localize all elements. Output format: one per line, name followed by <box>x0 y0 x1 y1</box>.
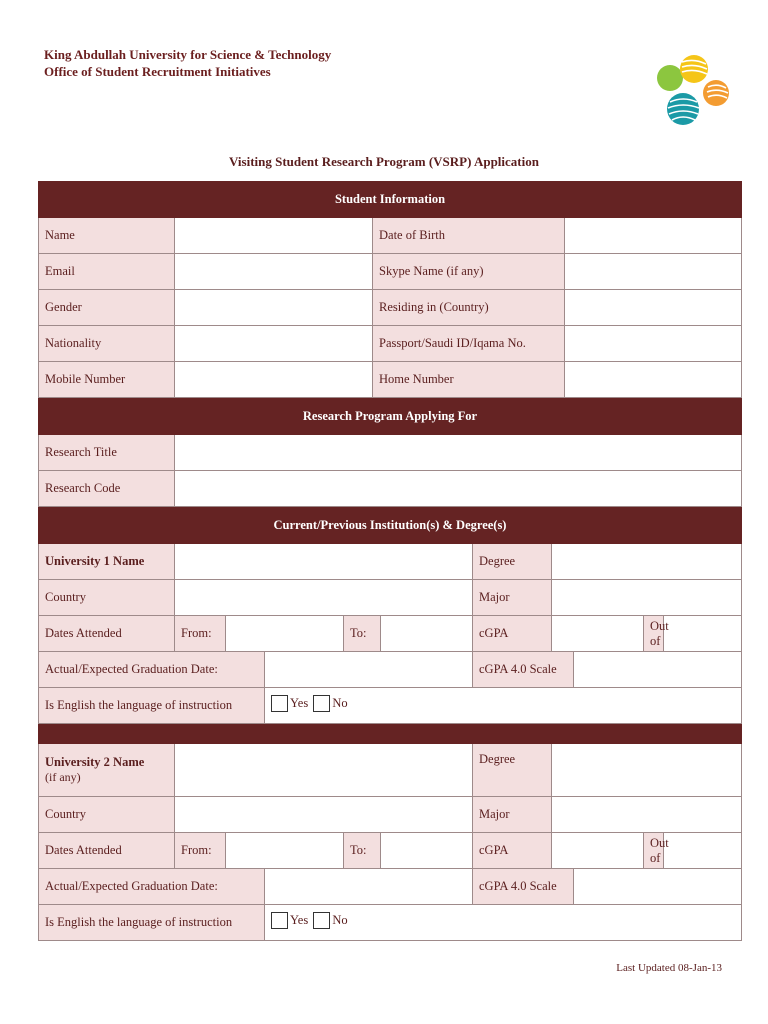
uni1-english-label: Is English the language of instruction <box>39 688 265 724</box>
uni2-grad-field[interactable] <box>265 869 473 905</box>
uni1-major-field[interactable] <box>552 580 742 616</box>
uni2-from-field[interactable] <box>226 833 344 869</box>
research-code-field[interactable] <box>175 471 742 507</box>
uni2-name-sub: (if any) <box>45 770 81 784</box>
office-name: Office of Student Recruitment Initiatives <box>44 64 271 79</box>
kaust-logo-icon <box>652 52 736 132</box>
uni2-cgpa-label: cGPA <box>473 833 552 869</box>
residing-field[interactable] <box>565 290 742 326</box>
nationality-label: Nationality <box>39 326 175 362</box>
uni1-no-checkbox[interactable] <box>313 695 330 712</box>
uni2-dates-label: Dates Attended <box>39 833 175 869</box>
uni2-no-checkbox[interactable] <box>313 912 330 929</box>
uni1-cgpa-label: cGPA <box>473 616 552 652</box>
research-title-field[interactable] <box>175 435 742 471</box>
uni2-major-field[interactable] <box>552 797 742 833</box>
uni1-grad-field[interactable] <box>265 652 473 688</box>
uni2-name-title: University 2 Name <box>45 755 145 769</box>
uni2-grad-label: Actual/Expected Graduation Date: <box>39 869 265 905</box>
section-student-information: Student Information <box>39 182 742 218</box>
uni2-out-of-field[interactable] <box>664 833 742 869</box>
dob-field[interactable] <box>565 218 742 254</box>
uni2-from-label: From: <box>175 833 226 869</box>
uni2-country-label: Country <box>39 797 175 833</box>
uni1-degree-field[interactable] <box>552 544 742 580</box>
uni1-country-label: Country <box>39 580 175 616</box>
mobile-field[interactable] <box>175 362 373 398</box>
org-header <box>44 46 331 80</box>
uni1-no-label: No <box>332 696 348 710</box>
institutions-table <box>38 507 742 941</box>
uni1-degree-label: Degree <box>473 544 552 580</box>
document-title: Visiting Student Research Program (VSRP) Application <box>229 154 539 169</box>
uni1-dates-label: Dates Attended <box>39 616 175 652</box>
uni2-country-field[interactable] <box>175 797 473 833</box>
email-field[interactable] <box>175 254 373 290</box>
student-info-table <box>38 181 742 398</box>
research-code-label: Research Code <box>39 471 175 507</box>
uni1-out-of-label: Out of <box>644 616 664 652</box>
uni1-cgpa-scale-label: cGPA 4.0 Scale <box>473 652 574 688</box>
name-label: Name <box>39 218 175 254</box>
uni1-to-field[interactable] <box>381 616 473 652</box>
gender-label: Gender <box>39 290 175 326</box>
uni2-name-label <box>39 744 175 797</box>
section-research-program: Research Program Applying For <box>39 399 742 435</box>
uni1-grad-label: Actual/Expected Graduation Date: <box>39 652 265 688</box>
residing-label: Residing in (Country) <box>373 290 565 326</box>
last-updated: Last Updated 08-Jan-13 <box>616 962 722 974</box>
section-divider <box>39 724 742 744</box>
gender-field[interactable] <box>175 290 373 326</box>
dob-label: Date of Birth <box>373 218 565 254</box>
home-number-field[interactable] <box>565 362 742 398</box>
passport-field[interactable] <box>565 326 742 362</box>
uni2-english-label: Is English the language of instruction <box>39 905 265 941</box>
application-form <box>38 181 741 941</box>
email-label: Email <box>39 254 175 290</box>
mobile-label: Mobile Number <box>39 362 175 398</box>
uni1-major-label: Major <box>473 580 552 616</box>
uni1-name-label: University 1 Name <box>39 544 175 580</box>
uni2-degree-field[interactable] <box>552 744 742 797</box>
name-field[interactable] <box>175 218 373 254</box>
passport-label: Passport/Saudi ID/Iqama No. <box>373 326 565 362</box>
skype-label: Skype Name (if any) <box>373 254 565 290</box>
org-name: King Abdullah University for Science & Technology <box>44 47 332 62</box>
uni1-cgpa-scale-field[interactable] <box>574 652 742 688</box>
uni1-to-label: To: <box>344 616 381 652</box>
uni2-to-label: To: <box>344 833 381 869</box>
uni1-country-field[interactable] <box>175 580 473 616</box>
uni1-from-label: From: <box>175 616 226 652</box>
home-number-label: Home Number <box>373 362 565 398</box>
research-table <box>38 398 742 507</box>
uni2-to-field[interactable] <box>381 833 473 869</box>
skype-field[interactable] <box>565 254 742 290</box>
uni1-cgpa-field[interactable] <box>552 616 644 652</box>
uni1-yes-label: Yes <box>290 696 309 710</box>
uni2-cgpa-scale-label: cGPA 4.0 Scale <box>473 869 574 905</box>
uni2-out-of-label: Out of <box>644 833 664 869</box>
uni2-degree-label: Degree <box>473 744 552 797</box>
nationality-field[interactable] <box>175 326 373 362</box>
uni1-name-field[interactable] <box>175 544 473 580</box>
section-institutions: Current/Previous Institution(s) & Degree(s) <box>39 508 742 544</box>
uni2-major-label: Major <box>473 797 552 833</box>
uni2-cgpa-scale-field[interactable] <box>574 869 742 905</box>
research-title-label: Research Title <box>39 435 175 471</box>
uni1-english-options <box>265 688 742 724</box>
uni2-english-options <box>265 905 742 941</box>
uni2-yes-label: Yes <box>290 913 309 927</box>
uni1-from-field[interactable] <box>226 616 344 652</box>
uni2-no-label: No <box>332 913 348 927</box>
uni1-out-of-field[interactable] <box>664 616 742 652</box>
uni1-yes-checkbox[interactable] <box>271 695 288 712</box>
uni2-name-field[interactable] <box>175 744 473 797</box>
uni2-cgpa-field[interactable] <box>552 833 644 869</box>
uni2-yes-checkbox[interactable] <box>271 912 288 929</box>
